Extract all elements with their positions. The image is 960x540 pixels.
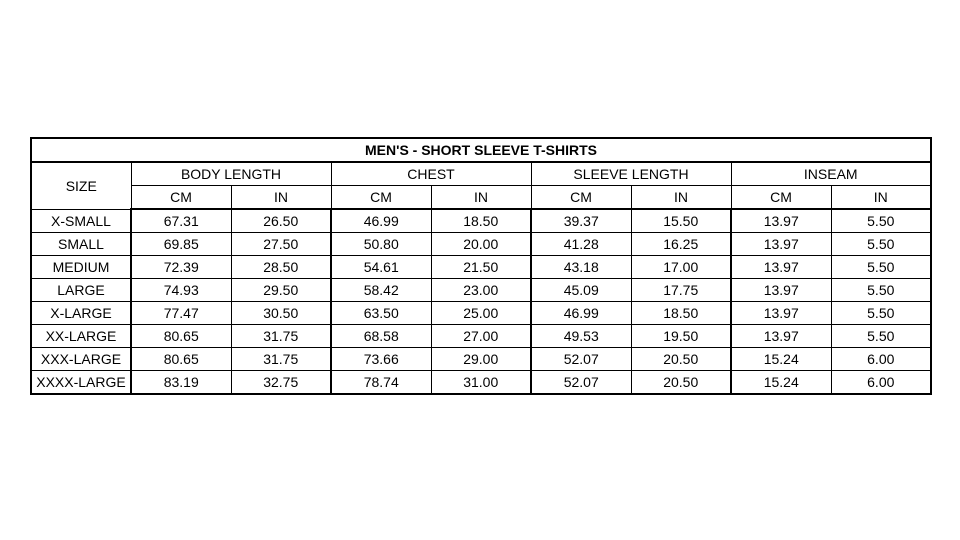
- measurement-cell: 20.50: [631, 371, 731, 395]
- measurement-cell: 16.25: [631, 233, 731, 256]
- unit-header: IN: [631, 186, 731, 210]
- unit-header: CM: [531, 186, 631, 210]
- measurement-cell: 31.75: [231, 325, 331, 348]
- unit-header: CM: [331, 186, 431, 210]
- group-header-chest: CHEST: [331, 162, 531, 186]
- measurement-cell: 18.50: [431, 209, 531, 233]
- measurement-cell: 28.50: [231, 256, 331, 279]
- measurement-cell: 29.50: [231, 279, 331, 302]
- measurement-cell: 78.74: [331, 371, 431, 395]
- measurement-cell: 5.50: [831, 302, 931, 325]
- measurement-cell: 68.58: [331, 325, 431, 348]
- measurement-cell: 5.50: [831, 256, 931, 279]
- measurement-cell: 15.24: [731, 348, 831, 371]
- measurement-cell: 80.65: [131, 348, 231, 371]
- table-row: [31, 209, 931, 233]
- measurement-cell: 15.24: [731, 371, 831, 395]
- measurement-cell: 15.50: [631, 209, 731, 233]
- measurement-cell: 13.97: [731, 209, 831, 233]
- unit-header: IN: [231, 186, 331, 210]
- measurement-cell: 54.61: [331, 256, 431, 279]
- size-label: XXX-LARGE: [31, 348, 131, 371]
- measurement-cell: 6.00: [831, 371, 931, 395]
- measurement-cell: 23.00: [431, 279, 531, 302]
- size-label: XX-LARGE: [31, 325, 131, 348]
- measurement-cell: 20.00: [431, 233, 531, 256]
- measurement-cell: 50.80: [331, 233, 431, 256]
- table-row: [31, 348, 931, 371]
- measurement-cell: 5.50: [831, 325, 931, 348]
- measurement-cell: 27.00: [431, 325, 531, 348]
- measurement-cell: 13.97: [731, 279, 831, 302]
- size-label: X-SMALL: [31, 209, 131, 233]
- table-row: [31, 325, 931, 348]
- measurement-cell: 39.37: [531, 209, 631, 233]
- measurement-cell: 46.99: [331, 209, 431, 233]
- measurement-cell: 77.47: [131, 302, 231, 325]
- measurement-cell: 41.28: [531, 233, 631, 256]
- table-row: [31, 233, 931, 256]
- measurement-cell: 45.09: [531, 279, 631, 302]
- size-chart-table: [30, 137, 932, 395]
- measurement-cell: 17.75: [631, 279, 731, 302]
- size-label: X-LARGE: [31, 302, 131, 325]
- group-header-body-length: BODY LENGTH: [131, 162, 331, 186]
- measurement-cell: 13.97: [731, 302, 831, 325]
- measurement-cell: 19.50: [631, 325, 731, 348]
- measurement-cell: 58.42: [331, 279, 431, 302]
- table-row: [31, 302, 931, 325]
- measurement-cell: 17.00: [631, 256, 731, 279]
- measurement-cell: 74.93: [131, 279, 231, 302]
- measurement-cell: 5.50: [831, 209, 931, 233]
- measurement-cell: 13.97: [731, 256, 831, 279]
- measurement-cell: 32.75: [231, 371, 331, 395]
- measurement-cell: 31.00: [431, 371, 531, 395]
- measurement-cell: 46.99: [531, 302, 631, 325]
- measurement-cell: 73.66: [331, 348, 431, 371]
- measurement-cell: 5.50: [831, 279, 931, 302]
- measurement-cell: 29.00: [431, 348, 531, 371]
- measurement-cell: 49.53: [531, 325, 631, 348]
- measurement-cell: 20.50: [631, 348, 731, 371]
- measurement-cell: 13.97: [731, 325, 831, 348]
- size-label: SMALL: [31, 233, 131, 256]
- measurement-cell: 6.00: [831, 348, 931, 371]
- measurement-cell: 69.85: [131, 233, 231, 256]
- group-header-inseam: INSEAM: [731, 162, 931, 186]
- size-label: XXXX-LARGE: [31, 371, 131, 395]
- measurement-cell: 80.65: [131, 325, 231, 348]
- measurement-cell: 52.07: [531, 371, 631, 395]
- measurement-cell: 67.31: [131, 209, 231, 233]
- measurement-cell: 18.50: [631, 302, 731, 325]
- table-row: [31, 256, 931, 279]
- size-column-header: SIZE: [31, 162, 131, 209]
- size-rows: [31, 209, 931, 394]
- measurement-cell: 83.19: [131, 371, 231, 395]
- size-label: MEDIUM: [31, 256, 131, 279]
- measurement-cell: 25.00: [431, 302, 531, 325]
- unit-header: CM: [731, 186, 831, 210]
- measurement-cell: 26.50: [231, 209, 331, 233]
- measurement-cell: 43.18: [531, 256, 631, 279]
- unit-header: IN: [431, 186, 531, 210]
- measurement-cell: 21.50: [431, 256, 531, 279]
- measurement-cell: 52.07: [531, 348, 631, 371]
- unit-header: IN: [831, 186, 931, 210]
- size-label: LARGE: [31, 279, 131, 302]
- measurement-cell: 13.97: [731, 233, 831, 256]
- measurement-cell: 63.50: [331, 302, 431, 325]
- table-row: [31, 371, 931, 395]
- table-row: [31, 279, 931, 302]
- table-title: MEN'S - SHORT SLEEVE T-SHIRTS: [31, 138, 931, 162]
- measurement-cell: 31.75: [231, 348, 331, 371]
- unit-header: CM: [131, 186, 231, 210]
- measurement-cell: 72.39: [131, 256, 231, 279]
- measurement-cell: 5.50: [831, 233, 931, 256]
- group-header-sleeve-length: SLEEVE LENGTH: [531, 162, 731, 186]
- measurement-cell: 27.50: [231, 233, 331, 256]
- measurement-cell: 30.50: [231, 302, 331, 325]
